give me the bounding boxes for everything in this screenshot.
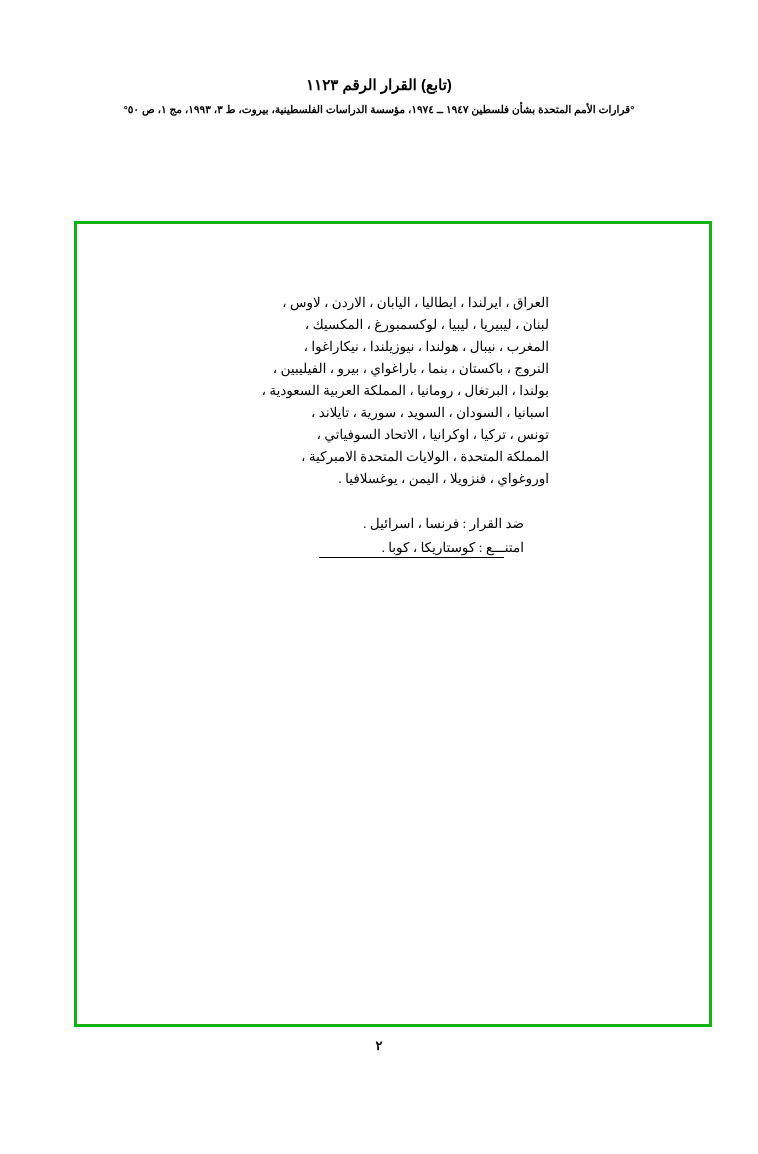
country-list-line: تونس ، تركيا ، اوكرانيا ، الاتحاد السوفياتي ، <box>316 427 549 442</box>
country-list-line: المغرب ، نيبال ، هولندا ، نيوزيلندا ، نيكاراغوا ، <box>303 339 549 354</box>
source-citation: °قرارات الأمم المتحدة بشأن فلسطين ١٩٤٧ ــ ١٩٧٤، مؤسسة الدراسات الفلسطينية، بيروت، ط ٣، ١٩٩٣، مج ١، ص ٥٠° <box>123 104 635 116</box>
country-list-line: النروج ، باكستان ، بنما ، باراغواي ، بيرو ، الفيليبين ، <box>272 361 549 376</box>
vote-against-label: ضد القرار : <box>462 516 524 531</box>
country-list-line: العراق ، ايرلندا ، ايطاليا ، اليابان ، الاردن ، لاوس ، <box>282 295 549 310</box>
country-list-block <box>261 292 549 490</box>
page-title: (تابع) القرار الرقم ١١٢٣ <box>306 77 452 94</box>
vote-abstain-value: كوستاريكا ، كوبا . <box>381 540 476 555</box>
vote-summary-block <box>264 512 524 560</box>
country-list-line: بولندا ، البرتغال ، رومانيا ، المملكة العربية السعودية ، <box>261 383 549 398</box>
country-list-line: المملكة المتحدة ، الولايات المتحدة الامبركية ، <box>301 449 549 464</box>
page-header <box>0 76 758 116</box>
vote-abstain-label: امتنـــع : <box>478 540 524 555</box>
page-number: ٢ <box>375 1038 383 1053</box>
vote-against-row <box>264 512 524 536</box>
horizontal-rule <box>319 557 504 558</box>
vote-against-value: فرنسا ، اسرائيل . <box>363 516 460 531</box>
country-list-line: اسبانيا ، السودان ، السويد ، سورية ، تايلاند ، <box>311 405 549 420</box>
country-list-line: لبنان ، ليبيريا ، ليبيا ، لوكسمبورغ ، المكسيك ، <box>304 317 549 332</box>
country-list-line: اوروغواي ، فنزويلا ، اليمن ، يوغسلافيا . <box>338 471 549 486</box>
green-border-frame <box>74 221 712 1027</box>
document-page <box>0 76 758 1154</box>
